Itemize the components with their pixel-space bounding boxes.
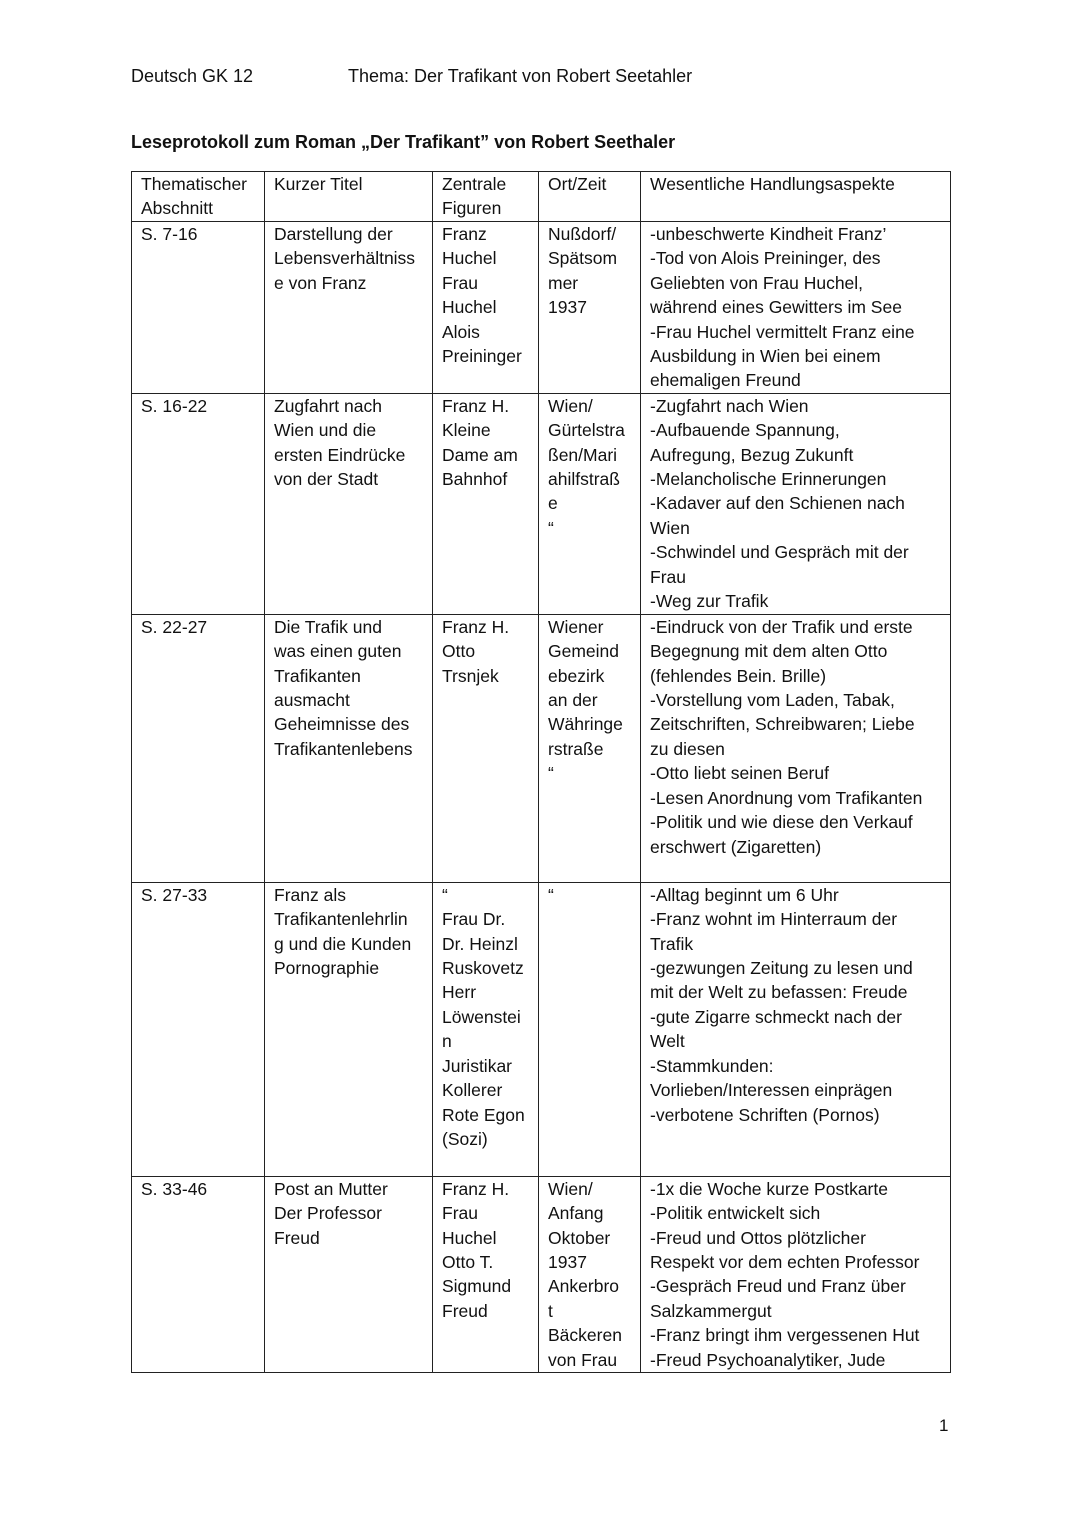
table-row <box>132 882 951 1176</box>
cell-figures: Franz H. Otto Trsnjek <box>433 614 539 882</box>
cell-title: Darstellung der Lebensverhältniss e von Franz <box>265 222 433 394</box>
cell-section: S. 16-22 <box>132 393 265 614</box>
table-row <box>132 614 951 882</box>
cell-place-time: Wiener Gemeind ebezirk an der Währinge rstraße “ <box>539 614 641 882</box>
cell-section: S. 7-16 <box>132 222 265 394</box>
course-label: Deutsch GK 12 <box>131 66 254 86</box>
table-row <box>132 393 951 614</box>
cell-aspects: -unbeschwerte Kindheit Franz’ -Tod von Alois Preininger, des Geliebten von Frau Huchel, während eines Gewitters im See -Frau Huchel vermittelt Franz eine Ausbildung in Wien bei einem ehemaligen Freund <box>641 222 951 394</box>
cell-figures: “ Frau Dr. Dr. Heinzl Ruskovetz Herr Löwenstei n Juristikar Kollerer Rote Egon (Sozi) <box>433 882 539 1176</box>
cell-title: Franz als Trafikantenlehrlin g und die Kunden Pornographie <box>265 882 433 1176</box>
cell-section: S. 33-46 <box>132 1176 265 1372</box>
column-header-section: Thematischer Abschnitt <box>132 172 265 222</box>
cell-section: S. 22-27 <box>132 614 265 882</box>
column-header-figures: Zentrale Figuren <box>433 172 539 222</box>
document-title: Leseprotokoll zum Roman „Der Trafikant” von Robert Seethaler <box>131 132 676 152</box>
table-header-row <box>132 172 951 222</box>
cell-figures: Franz H. Kleine Dame am Bahnhof <box>433 393 539 614</box>
cell-title: Die Trafik und was einen guten Trafikanten ausmacht Geheimnisse des Trafikantenlebens <box>265 614 433 882</box>
cell-section: S. 27-33 <box>132 882 265 1176</box>
cell-figures: Franz H. Frau Huchel Otto T. Sigmund Freud <box>433 1176 539 1372</box>
page-number: 1 <box>939 1416 949 1435</box>
cell-place-time: Wien/ Anfang Oktober 1937 Ankerbro t Bäckeren von Frau <box>539 1176 641 1372</box>
table-row <box>132 222 951 394</box>
topic-label: Thema: Der Trafikant von Robert Seetahler <box>348 66 693 86</box>
cell-figures: Franz Huchel Frau Huchel Alois Preininger <box>433 222 539 394</box>
column-header-title: Kurzer Titel <box>265 172 433 222</box>
cell-title: Post an Mutter Der Professor Freud <box>265 1176 433 1372</box>
table-row <box>132 1176 951 1372</box>
cell-aspects: -1x die Woche kurze Postkarte -Politik entwickelt sich -Freud und Ottos plötzlicher Respekt vor dem echten Professor -Gespräch Freud und Franz über Salzkammergut -Franz bringt ihm vergessenen Hut -Freud Psychoanalytiker, Jude <box>641 1176 951 1372</box>
column-header-aspects: Wesentliche Handlungsaspekte <box>641 172 951 222</box>
cell-place-time: Wien/ Gürtelstra ßen/Mari ahilfstraß e “ <box>539 393 641 614</box>
cell-aspects: -Zugfahrt nach Wien -Aufbauende Spannung, Aufregung, Bezug Zukunft -Melancholische Erinnerungen -Kadaver auf den Schienen nach Wien -Schwindel und Gespräch mit der Frau -Weg zur Trafik <box>641 393 951 614</box>
column-header-place-time: Ort/Zeit <box>539 172 641 222</box>
cell-place-time: Nußdorf/ Spätsom mer 1937 <box>539 222 641 394</box>
cell-title: Zugfahrt nach Wien und die ersten Eindrücke von der Stadt <box>265 393 433 614</box>
cell-place-time: “ <box>539 882 641 1176</box>
cell-aspects: -Alltag beginnt um 6 Uhr -Franz wohnt im Hinterraum der Trafik -gezwungen Zeitung zu lesen und mit der Welt zu befassen: Freude -gute Zigarre schmeckt nach der Welt -Stammkunden: Vorlieben/Interessen einprägen -verbotene Schriften (Pornos) <box>641 882 951 1176</box>
reading-protocol-table <box>131 171 951 1373</box>
cell-aspects: -Eindruck von der Trafik und erste Begegnung mit dem alten Otto (fehlendes Bein. Brille) -Vorstellung vom Laden, Tabak, Zeitschriften, Schreibwaren; Liebe zu diesen -Otto liebt seinen Beruf -Lesen Anordnung vom Trafikanten -Politik und wie diese den Verkauf erschwert (Zigaretten) <box>641 614 951 882</box>
